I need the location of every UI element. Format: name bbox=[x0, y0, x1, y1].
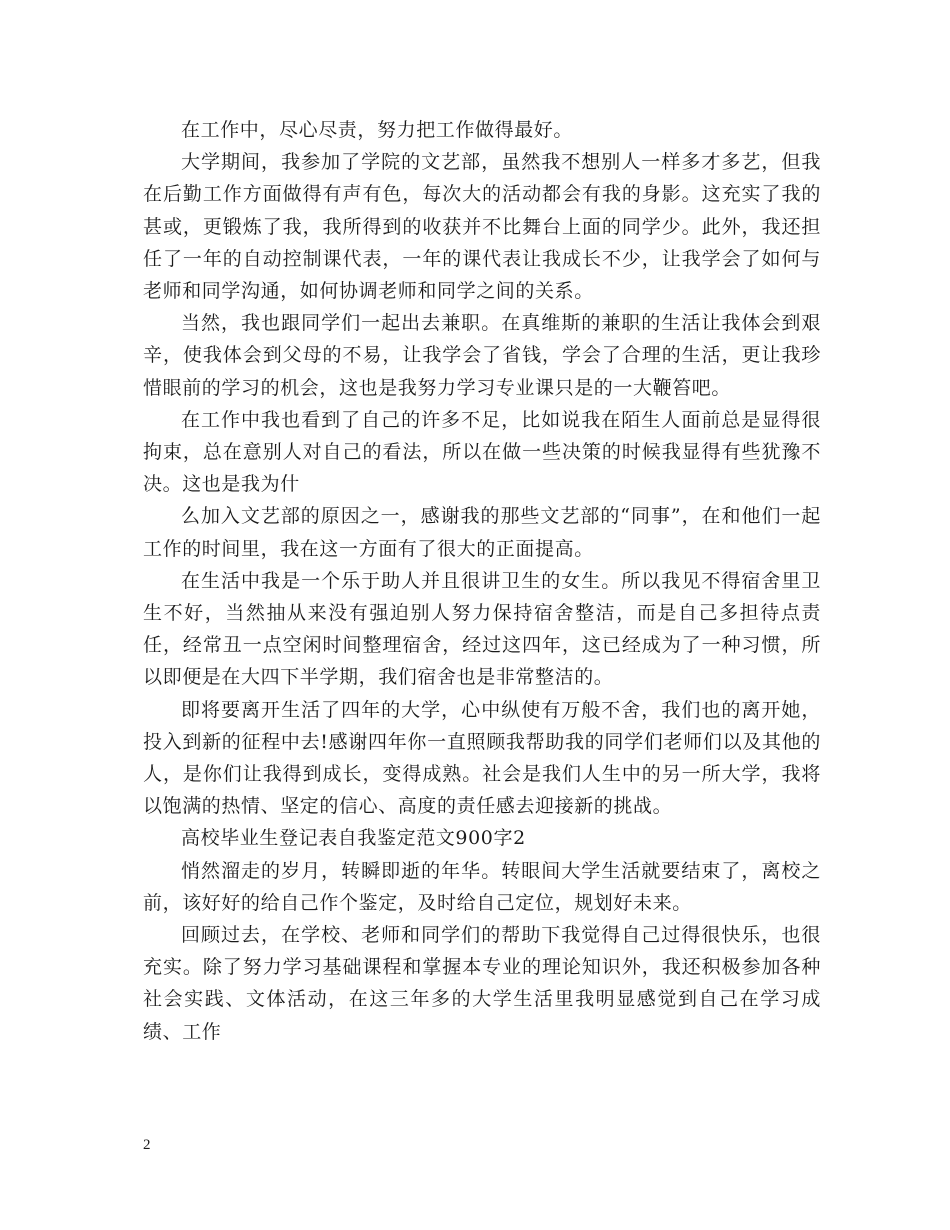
page-number: 2 bbox=[143, 1137, 151, 1153]
paragraph-5: 么加入文艺部的原因之一，感谢我的那些文艺部的“同事”，在和他们一起工作的时间里，我在这一方面有了很大的正面提高。 bbox=[143, 505, 821, 560]
paragraph-1: 在工作中，尽心尽责，努力把工作做得最好。 bbox=[181, 119, 574, 141]
section-heading: 高校毕业生登记表自我鉴定范文900字2 bbox=[181, 827, 526, 850]
paragraph-6: 在生活中我是一个乐于助人并且很讲卫生的女生。所以我见不得宿舍里卫生不好，当然抽从来没有强迫别人努力保持宿舍整洁，而是自己多担待点责任，经常丑一点空闲时间整理宿舍，经过这四年，这已经成为了一种习惯，所以即便是在大四下半学期，我们宿舍也是非常整洁的。 bbox=[143, 569, 821, 689]
paragraph-8: 悄然溜走的岁月，转瞬即逝的年华。转眼间大学生活就要结束了，离校之前，该好好的给自己作个鉴定，及时给自己定位，规划好未来。 bbox=[143, 859, 821, 914]
paragraph-4: 在工作中我也看到了自己的许多不足，比如说我在陌生人面前总是显得很拘束，总在意别人对自己的看法，所以在做一些决策的时候我显得有些犹豫不决。这也是我为什 bbox=[143, 408, 821, 496]
paragraph-2: 大学期间，我参加了学院的文艺部，虽然我不想别人一样多才多艺，但我在后勤工作方面做得有声有色，每次大的活动都会有我的身影。这充实了我的甚或，更锻炼了我，我所得到的收获并不比舞台上面的同学少。此外，我还担任了一年的自动控制课代表，一年的课代表让我成长不少，让我学会了如何与老师和同学沟通，如何协调老师和同学之间的关系。 bbox=[143, 151, 821, 303]
paragraph-7: 即将要离开生活了四年的大学，心中纵使有万般不舍，我们也的离开她，投入到新的征程中去!感谢四年你一直照顾我帮助我的同学们老师们以及其他的人，是你们让我得到成长，变得成熟。社会是我们人生中的另一所大学，我将以饱满的热情、坚定的信心、高度的责任感去迎接新的挑战。 bbox=[143, 698, 821, 818]
paragraph-9: 回顾过去，在学校、老师和同学们的帮助下我觉得自己过得很快乐，也很充实。除了努力学习基础课程和掌握本专业的理论知识外，我还积极参加各种社会实践、文体活动，在这三年多的大学生活里我明显感觉到自己在学习成绩、工作 bbox=[143, 924, 821, 1043]
paragraph-3: 当然，我也跟同学们一起出去兼职。在真维斯的兼职的生活让我体会到艰辛，使我体会到父母的不易，让我学会了省钱，学会了合理的生活，更让我珍惜眼前的学习的机会，这也是我努力学习专业课只是的一大鞭笞吧。 bbox=[143, 312, 821, 399]
document-body bbox=[143, 114, 821, 1048]
